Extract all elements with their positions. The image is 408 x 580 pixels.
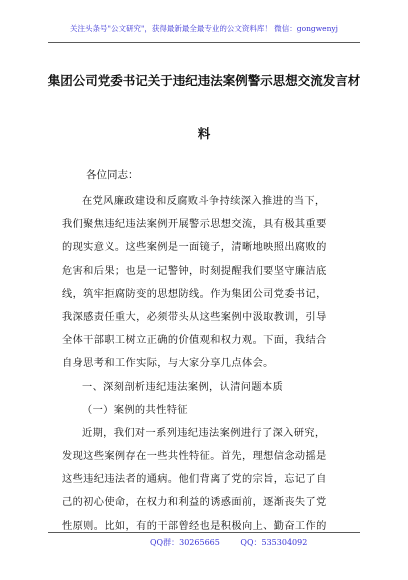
- section-heading: 一、深刻剖析违纪违法案例，认清问题本质: [82, 381, 284, 393]
- header-note: 关注头条号"公文研究"，获得最新最全最专业的公文资料库！ 微信：gongwenyj: [70, 24, 338, 33]
- body-line: 的现实意义。这些案例是一面镜子，清晰地映照出腐败的: [62, 242, 327, 254]
- body-line: 全体干部职工树立正确的价值观和权力观。下面，我结合: [62, 335, 327, 347]
- document-title-line-2: 料: [197, 126, 211, 141]
- qq-number: QQ：535304092: [240, 538, 308, 547]
- salutation: 各位同志：: [86, 169, 139, 181]
- body-line: 我们聚焦违纪违法案例开展警示思想交流，具有极其重要: [62, 219, 327, 231]
- footer-contact: [150, 538, 308, 548]
- footer-divider: [48, 532, 360, 533]
- body-line: 这些违纪违法者的通病。他们背离了党的宗旨，忘记了自: [62, 474, 327, 486]
- qq-group-number: QQ群：30265665: [150, 538, 220, 547]
- body-line: 危害和后果；也是一记警钟，时刻提醒我们要坚守廉洁底: [62, 265, 327, 277]
- document-title-line-1: 集团公司党委书记关于违纪违法案例警示思想交流发言材: [47, 73, 361, 88]
- header-divider: [48, 42, 360, 43]
- body-line: 发现这些案例存在一些共性特征。首先，理想信念动摇是: [62, 451, 327, 463]
- body-line: 己的初心使命，在权力和利益的诱惑面前，逐渐丧失了党: [62, 497, 327, 509]
- body-line: 近期，我们对一系列违纪违法案例进行了深入研究，: [82, 427, 326, 439]
- body-line: 在党风廉政建设和反腐败斗争持续深入推进的当下，: [82, 196, 326, 207]
- body-line: 自身思考和工作实际，与大家分享几点体会。: [62, 358, 274, 370]
- document-body: [62, 190, 354, 538]
- body-line: 性原则。比如，有的干部曾经也是积极向上、勤奋工作的: [62, 520, 327, 532]
- body-line: 我深感责任重大，必须带头从这些案例中汲取教训，引导: [62, 311, 327, 323]
- subsection-heading: （一）案例的共性特征: [82, 404, 188, 416]
- body-line: 线，筑牢拒腐防变的思想防线。作为集团公司党委书记，: [62, 288, 327, 300]
